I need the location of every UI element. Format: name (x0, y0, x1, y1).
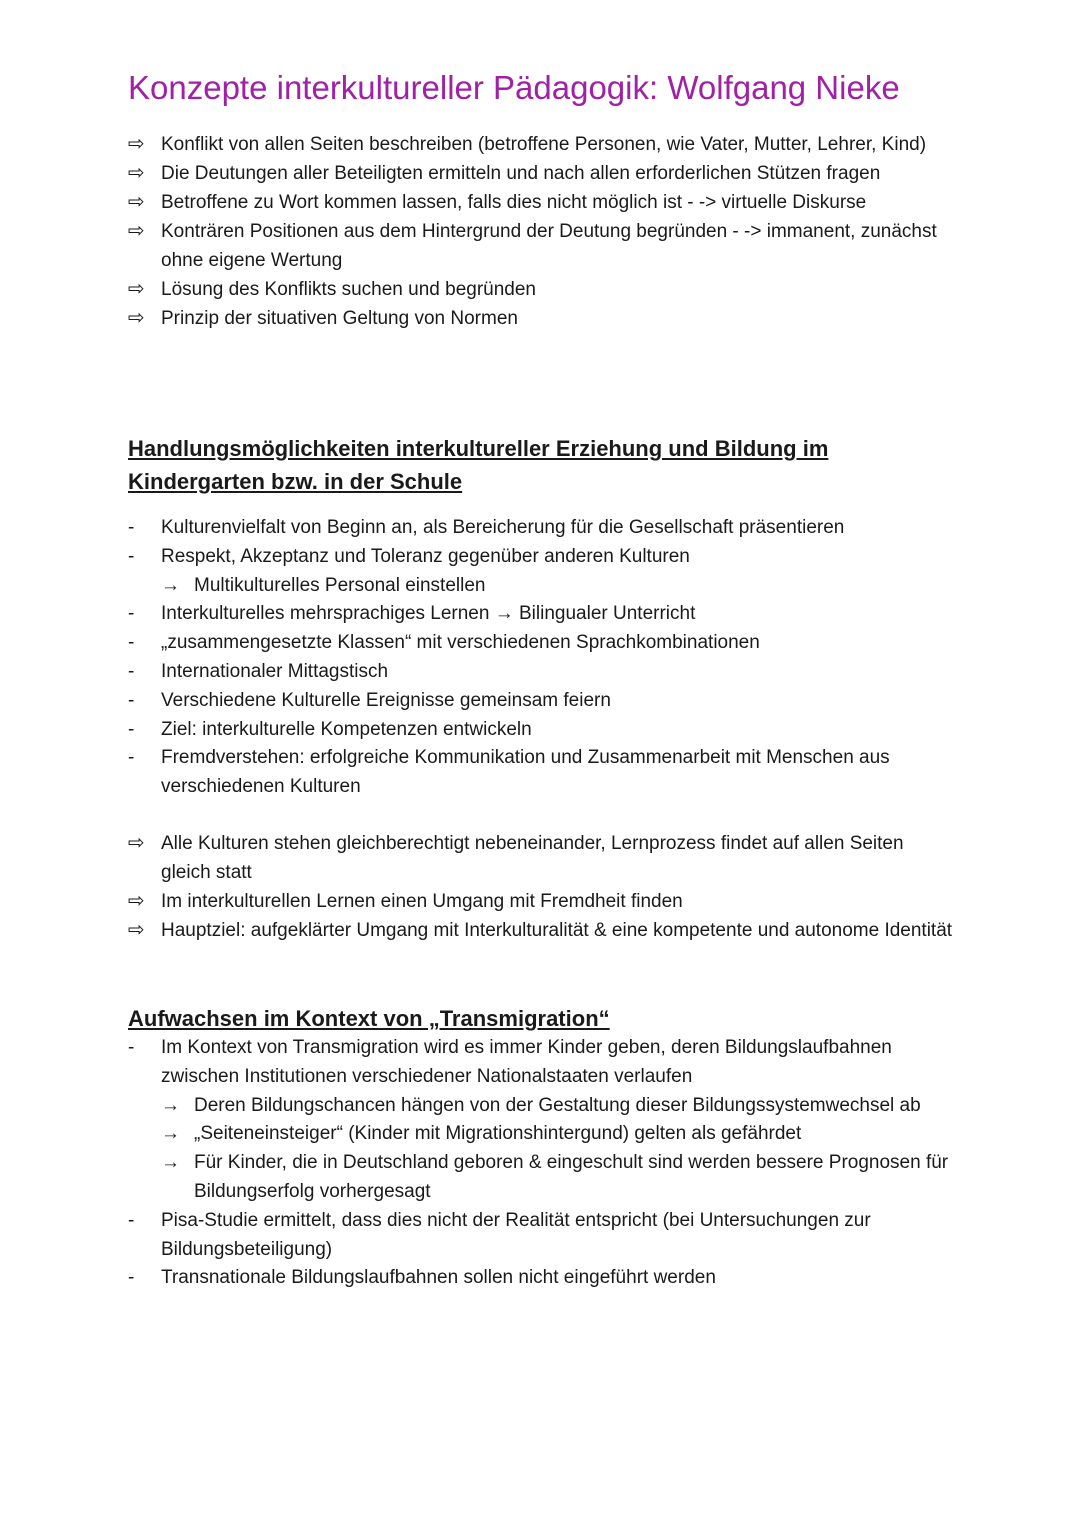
dash-bullet: - (128, 517, 135, 538)
arrow-icon: → (161, 1094, 180, 1116)
hollow-arrow-icon: ⇨ (128, 133, 145, 155)
sub-list-item: → Multikulturelles Personal einstellen (128, 572, 958, 601)
list-item: - Pisa-Studie ermittelt, dass dies nicht der Realität entspricht (bei Untersuchungen zur Bildungsbeteiligung) (128, 1207, 958, 1265)
section-heading-transmigration: Aufwachsen im Kontext von „Transmigration“ (128, 1006, 610, 1031)
list-item: - Fremdverstehen: erfolgreiche Kommunikation und Zusammenarbeit mit Menschen aus verschiedenen Kulturen (128, 744, 958, 802)
sub-list-item: → „Seiteneinsteiger“ (Kinder mit Migrationshintergund) gelten als gefährdet (128, 1120, 958, 1149)
dash-bullet: - (128, 1037, 135, 1058)
sub-list-item: → Deren Bildungschancen hängen von der Gestaltung dieser Bildungssystemwechsel ab (128, 1092, 958, 1121)
list-item: ⇨ Hauptziel: aufgeklärter Umgang mit Interkulturalität & eine kompetente und autonome Identität (128, 916, 958, 945)
list-item: ⇨ Prinzip der situativen Geltung von Normen (128, 304, 958, 333)
list-item: - „zusammengesetzte Klassen“ mit verschiedenen Sprachkombinationen (128, 629, 958, 658)
arrow-icon: → (161, 1123, 180, 1145)
list-item: - Internationaler Mittagstisch (128, 658, 958, 687)
dash-bullet: - (128, 545, 135, 567)
dash-bullet: - (128, 1267, 135, 1289)
dash-bullet: - (128, 660, 135, 682)
hollow-arrow-icon: ⇨ (128, 162, 145, 184)
list-item: ⇨ Konträren Positionen aus dem Hintergrund der Deutung begründen - -> immanent, zunächst ohne eigene Wertung (128, 217, 958, 275)
list-item: - Verschiedene Kulturelle Ereignisse gemeinsam feiern (128, 687, 958, 716)
list-item: - Ziel: interkulturelle Kompetenzen entwickeln (128, 716, 958, 745)
dash-bullet: - (128, 632, 135, 654)
dash-bullet: - (128, 718, 135, 740)
hollow-arrow-icon: ⇨ (128, 919, 145, 941)
list-item: ⇨ Konflikt von allen Seiten beschreiben (betroffene Personen, wie Vater, Mutter, Lehrer, Kind) (128, 130, 958, 159)
dash-bullet: - (128, 689, 135, 711)
list-item: ⇨ Betroffene zu Wort kommen lassen, falls dies nicht möglich ist - -> virtuelle Diskurse (128, 188, 958, 217)
hollow-arrow-icon: ⇨ (128, 220, 145, 242)
transmigration-list (128, 1034, 958, 1293)
list-item: ⇨ Alle Kulturen stehen gleichberechtigt nebeneinander, Lernprozess findet auf allen Seiten gleich statt (128, 829, 958, 887)
conclusion-list (128, 829, 958, 945)
hollow-arrow-icon: ⇨ (128, 191, 145, 213)
hollow-arrow-icon: ⇨ (128, 832, 145, 854)
list-item: ⇨ Lösung des Konflikts suchen und begründen (128, 275, 958, 304)
page-title: Konzepte interkultureller Pädagogik: Wolfgang Nieke (128, 69, 900, 106)
list-item: - Kulturenvielfalt von Beginn an, als Bereicherung für die Gesellschaft präsentieren (128, 514, 958, 543)
hollow-arrow-icon: ⇨ (128, 890, 145, 912)
hollow-arrow-icon: ⇨ (128, 307, 145, 329)
list-item: - Interkulturelles mehrsprachiges Lernen → Bilingualer Unterricht (128, 600, 958, 629)
arrow-icon: → (161, 574, 180, 596)
dash-bullet: - (128, 603, 135, 625)
list-item: - Transnationale Bildungslaufbahnen sollen nicht eingeführt werden (128, 1264, 958, 1293)
list-item: ⇨ Die Deutungen aller Beteiligten ermitteln und nach allen erforderlichen Stützen fragen (128, 159, 958, 188)
list-item: - Im Kontext von Transmigration wird es immer Kinder geben, deren Bildungslaufbahnen zwischen Institutionen verschiedener Nationalstaaten verlaufen (128, 1034, 958, 1092)
hollow-arrow-icon: ⇨ (128, 278, 145, 300)
dash-bullet: - (128, 1209, 135, 1231)
list-item: ⇨ Im interkulturellen Lernen einen Umgang mit Fremdheit finden (128, 887, 958, 916)
section-heading-handlungsmoeglichkeiten: Handlungsmöglichkeiten interkultureller Erziehung und Bildung im Kindergarten bzw. in der Schule (128, 436, 829, 494)
list-item: - Respekt, Akzeptanz und Toleranz gegenüber anderen Kulturen (128, 543, 958, 572)
arrow-icon: → (161, 1152, 180, 1174)
sub-list-item: → Für Kinder, die in Deutschland geboren & eingeschult sind werden bessere Prognosen für Bildungserfolg vorhergesagt (128, 1149, 958, 1207)
handlungsmoeglichkeiten-list (128, 514, 958, 802)
nieke-concept-list (128, 130, 958, 333)
dash-bullet: - (128, 747, 135, 769)
